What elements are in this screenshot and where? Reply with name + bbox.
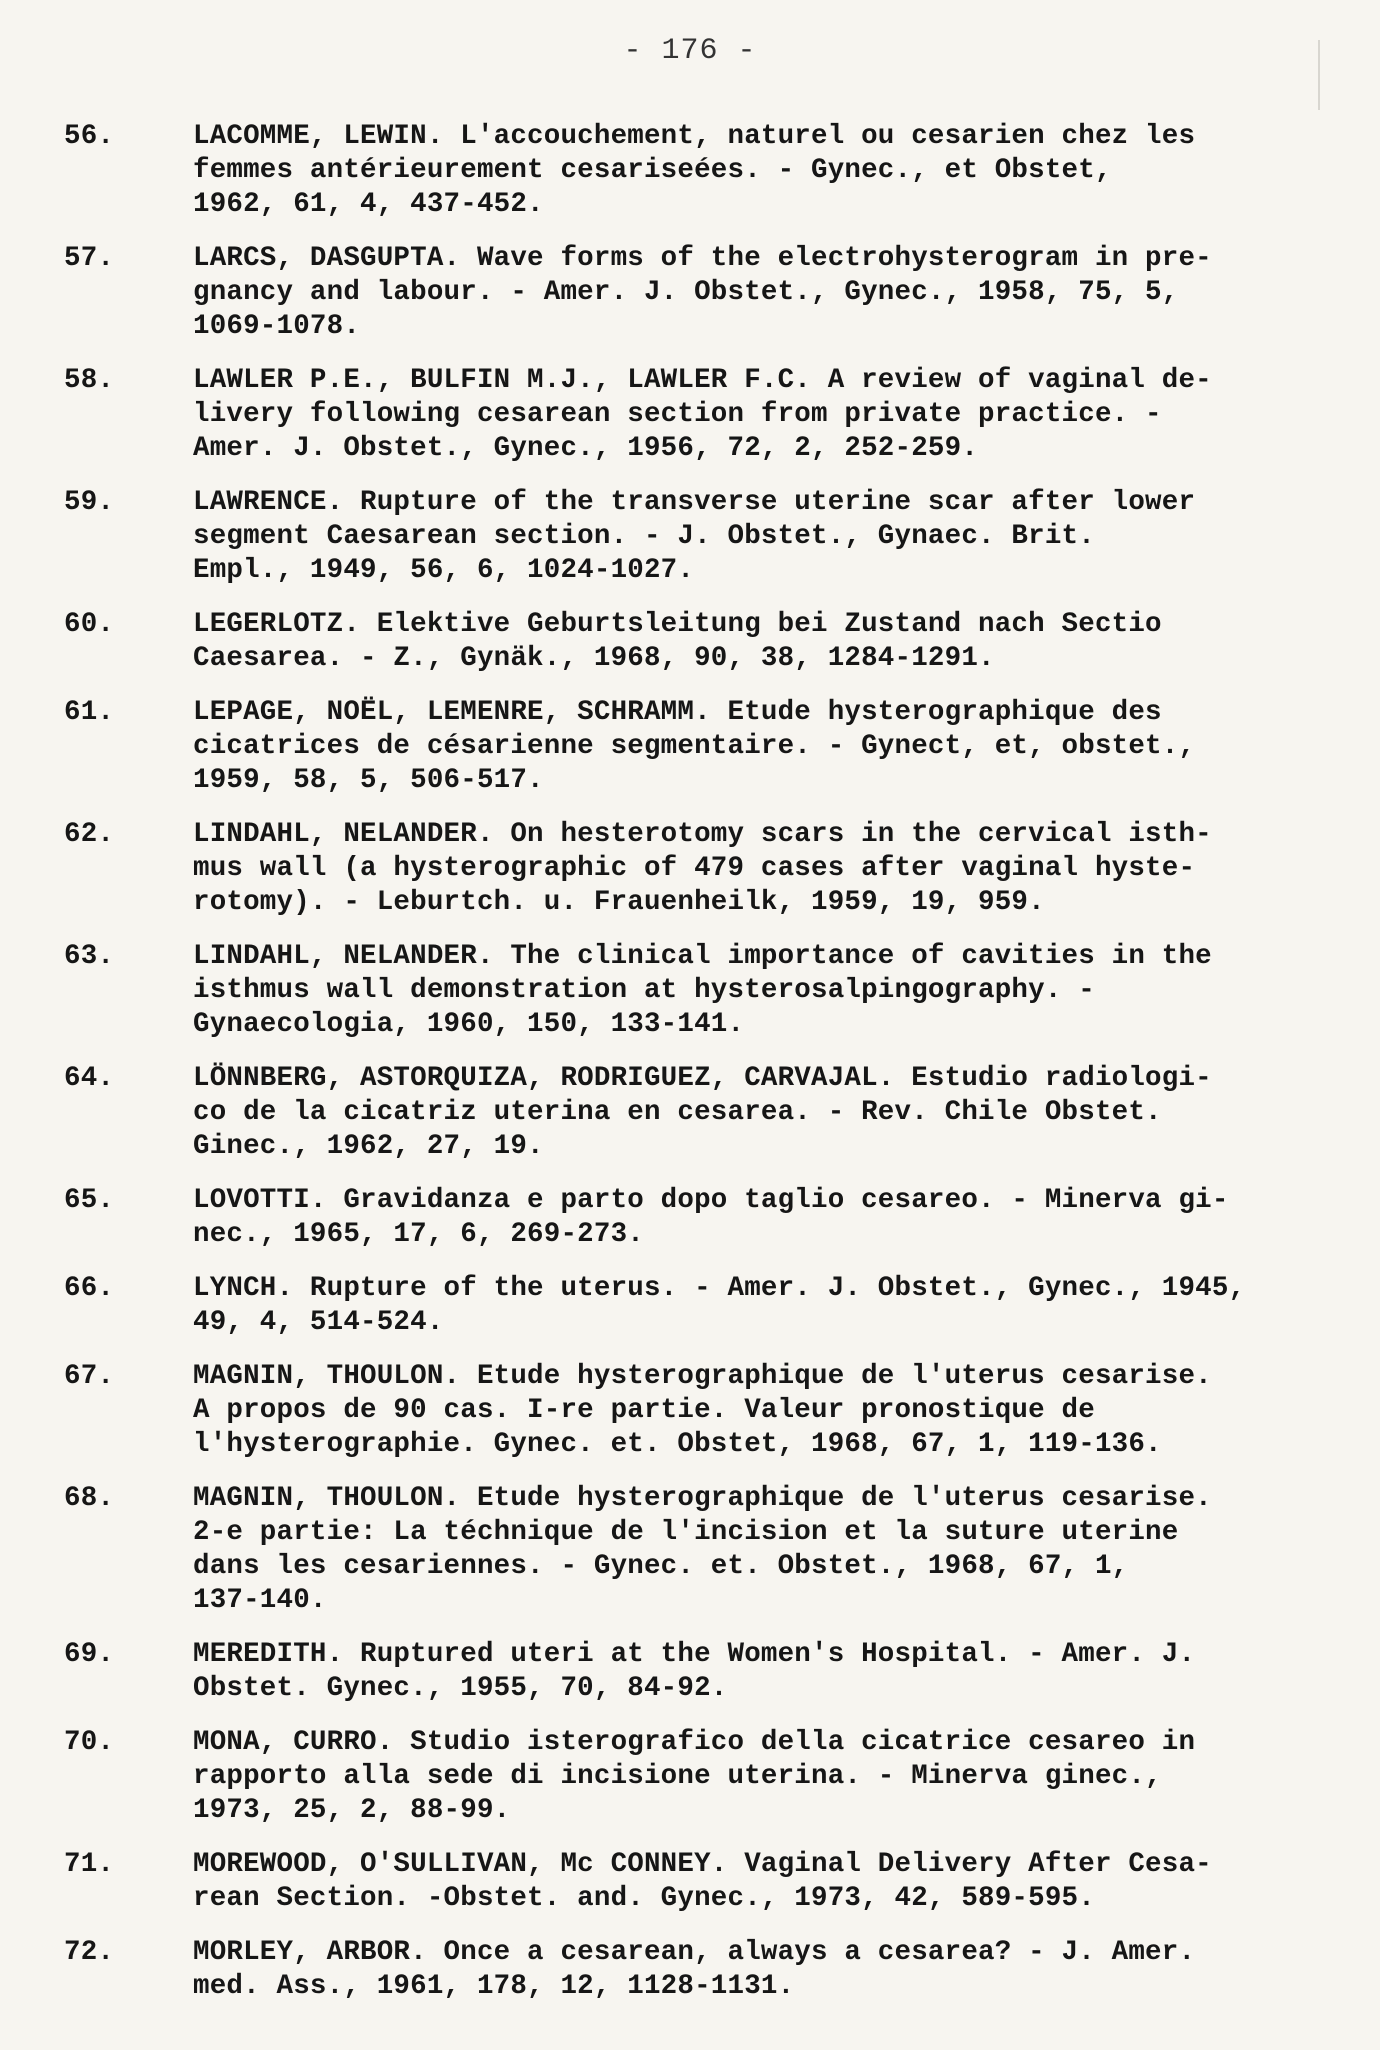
entry-text-line: Gynaecologia, 1960, 150, 133-141.	[193, 1009, 745, 1040]
entry-text-line: cicatrices de césarienne segmentaire. - Gynect, et, obstet.,	[193, 731, 1196, 762]
entry-text-line: A propos de 90 cas. I-re partie. Valeur pronostique de	[193, 1395, 1095, 1426]
bibliography-entry	[64, 1272, 1324, 1340]
entry-text-line: MAGNIN, THOULON. Etude hysterographique de l'uterus cesarise.	[193, 1361, 1212, 1392]
entry-text-line: femmes antérieurement cesariseées. - Gynec., et Obstet,	[193, 155, 1112, 186]
bibliography-entry	[64, 364, 1324, 466]
entry-text-line: 49, 4, 514-524.	[193, 1307, 444, 1338]
bibliography-entry	[64, 242, 1324, 344]
entry-number: 71.	[64, 1849, 115, 1880]
entry-text-line: MEREDITH. Ruptured uteri at the Women's Hospital. - Amer. J.	[193, 1639, 1196, 1670]
entry-text-line: livery following cesarean section from private practice. -	[193, 399, 1162, 430]
bibliography-entry	[64, 1848, 1324, 1916]
entry-text-line: 1962, 61, 4, 437-452.	[193, 189, 544, 220]
bibliography-entry	[64, 1062, 1324, 1164]
bibliography-entry	[64, 1726, 1324, 1828]
entry-text-line: LEPAGE, NOËL, LEMENRE, SCHRAMM. Etude hysterographique des	[193, 697, 1162, 728]
entry-number: 72.	[64, 1937, 115, 1968]
entry-text-line: MORLEY, ARBOR. Once a cesarean, always a cesarea? - J. Amer.	[193, 1937, 1196, 1968]
bibliography-list	[64, 120, 1324, 2024]
entry-text-line: LINDAHL, NELANDER. On hesterotomy scars in the cervical isth-	[193, 819, 1212, 850]
entry-text-line: 1973, 25, 2, 88-99.	[193, 1795, 511, 1826]
bibliography-entry	[64, 486, 1324, 588]
bibliography-entry	[64, 940, 1324, 1042]
entry-text-line: Amer. J. Obstet., Gynec., 1956, 72, 2, 252-259.	[193, 433, 979, 464]
entry-number: 56.	[64, 121, 115, 152]
entry-text-line: 2-e partie: La téchnique de l'incision et la suture uterine	[193, 1517, 1179, 1548]
entry-number: 62.	[64, 819, 115, 850]
entry-text-line: LAWRENCE. Rupture of the transverse uterine scar after lower	[193, 487, 1196, 518]
entry-number: 68.	[64, 1483, 115, 1514]
bibliography-entry	[64, 818, 1324, 920]
entry-text-line: LACOMME, LEWIN. L'accouchement, naturel ou cesarien chez les	[193, 121, 1196, 152]
entry-text-line: MONA, CURRO. Studio isterografico della cicatrice cesareo in	[193, 1727, 1196, 1758]
entry-text-line: rean Section. -Obstet. and. Gynec., 1973, 42, 589-595.	[193, 1883, 1095, 1914]
entry-number: 65.	[64, 1185, 115, 1216]
entry-number: 57.	[64, 243, 115, 274]
entry-number: 67.	[64, 1361, 115, 1392]
entry-text-line: 1959, 58, 5, 506-517.	[193, 765, 544, 796]
entry-text-line: mus wall (a hysterographic of 479 cases after vaginal hyste-	[193, 853, 1196, 884]
bibliography-entry	[64, 1638, 1324, 1706]
entry-text-line: dans les cesariennes. - Gynec. et. Obstet., 1968, 67, 1,	[193, 1551, 1129, 1582]
bibliography-entry	[64, 1482, 1324, 1618]
entry-number: 61.	[64, 697, 115, 728]
bibliography-entry	[64, 1936, 1324, 2004]
entry-number: 60.	[64, 609, 115, 640]
entry-number: 58.	[64, 365, 115, 396]
bibliography-entry	[64, 696, 1324, 798]
entry-number: 63.	[64, 941, 115, 972]
entry-number: 69.	[64, 1639, 115, 1670]
entry-text-line: LARCS, DASGUPTA. Wave forms of the electrohysterogram in pre-	[193, 243, 1212, 274]
entry-text-line: isthmus wall demonstration at hysterosalpingography. -	[193, 975, 1095, 1006]
entry-text-line: Ginec., 1962, 27, 19.	[193, 1131, 544, 1162]
entry-text-line: 137-140.	[193, 1585, 327, 1616]
entry-text-line: rapporto alla sede di incisione uterina. - Minerva ginec.,	[193, 1761, 1162, 1792]
entry-text-line: Caesarea. - Z., Gynäk., 1968, 90, 38, 1284-1291.	[193, 643, 995, 674]
scan-edge-mark	[1318, 40, 1320, 110]
entry-text-line: LINDAHL, NELANDER. The clinical importance of cavities in the	[193, 941, 1212, 972]
entry-number: 59.	[64, 487, 115, 518]
entry-text-line: MAGNIN, THOULON. Etude hysterographique de l'uterus cesarise.	[193, 1483, 1212, 1514]
entry-text-line: med. Ass., 1961, 178, 12, 1128-1131.	[193, 1971, 795, 2002]
entry-number: 64.	[64, 1063, 115, 1094]
entry-text-line: Empl., 1949, 56, 6, 1024-1027.	[193, 555, 695, 586]
bibliography-entry	[64, 120, 1324, 222]
entry-text-line: 1069-1078.	[193, 311, 361, 342]
bibliography-entry	[64, 1184, 1324, 1252]
entry-text-line: LAWLER P.E., BULFIN M.J., LAWLER F.C. A review of vaginal de-	[193, 365, 1212, 396]
entry-text-line: nec., 1965, 17, 6, 269-273.	[193, 1219, 644, 1250]
entry-text-line: LOVOTTI. Gravidanza e parto dopo taglio cesareo. - Minerva gi-	[193, 1185, 1229, 1216]
bibliography-entry	[64, 608, 1324, 676]
entry-text-line: co de la cicatriz uterina en cesarea. - Rev. Chile Obstet.	[193, 1097, 1162, 1128]
page-number: - 176 -	[623, 34, 757, 68]
entry-text-line: l'hysterographie. Gynec. et. Obstet, 1968, 67, 1, 119-136.	[193, 1429, 1162, 1460]
entry-text-line: gnancy and labour. - Amer. J. Obstet., Gynec., 1958, 75, 5,	[193, 277, 1179, 308]
entry-number: 70.	[64, 1727, 115, 1758]
entry-text-line: LEGERLOTZ. Elektive Geburtsleitung bei Zustand nach Sectio	[193, 609, 1162, 640]
bibliography-entry	[64, 1360, 1324, 1462]
entry-text-line: LYNCH. Rupture of the uterus. - Amer. J. Obstet., Gynec., 1945,	[193, 1273, 1246, 1304]
entry-text-line: rotomy). - Leburtch. u. Frauenheilk, 1959, 19, 959.	[193, 887, 1045, 918]
entry-text-line: MOREWOOD, O'SULLIVAN, Mc CONNEY. Vaginal Delivery After Cesa-	[193, 1849, 1212, 1880]
entry-text-line: segment Caesarean section. - J. Obstet., Gynaec. Brit.	[193, 521, 1095, 552]
entry-text-line: LÖNNBERG, ASTORQUIZA, RODRIGUEZ, CARVAJAL. Estudio radiologi-	[193, 1063, 1212, 1094]
entry-number: 66.	[64, 1273, 115, 1304]
entry-text-line: Obstet. Gynec., 1955, 70, 84-92.	[193, 1673, 728, 1704]
